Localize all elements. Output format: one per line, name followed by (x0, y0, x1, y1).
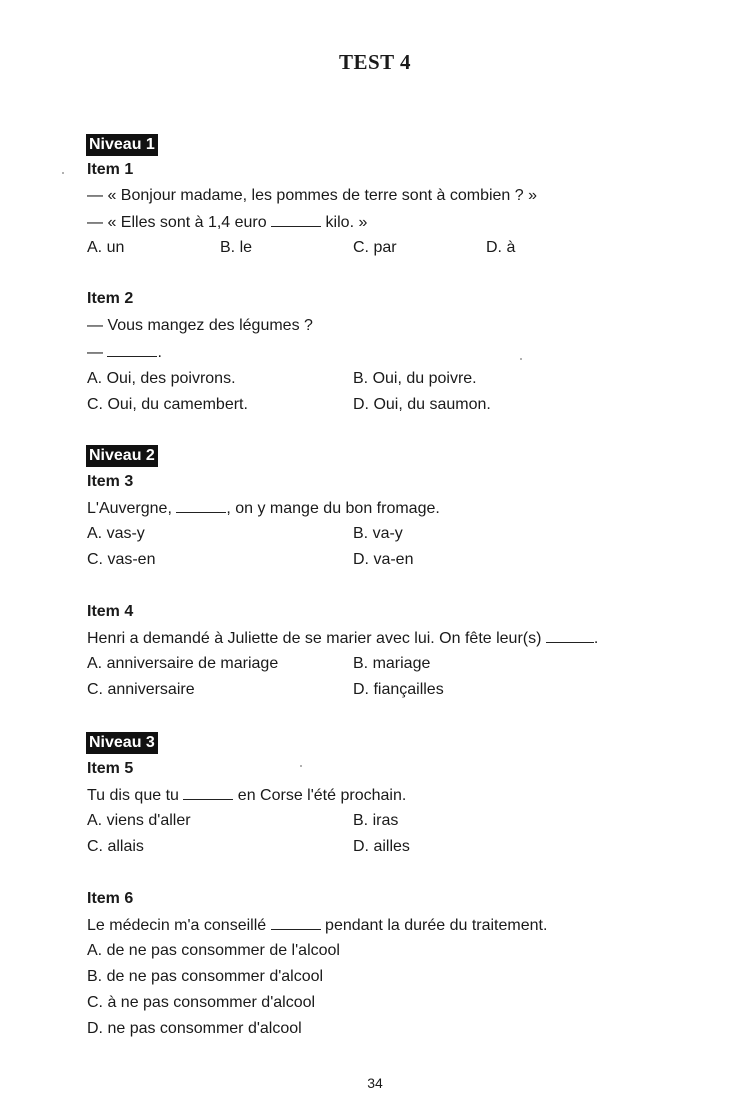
item-1-question-text-after: kilo. » (321, 214, 368, 231)
item-6-question (87, 915, 547, 936)
item-1-question-text-before: — « Elles sont à 1,4 euro (87, 214, 272, 231)
item-2-option-c: C. Oui, du camembert. (87, 396, 248, 413)
item-2-question-text-before: — (87, 344, 108, 361)
item-6-option-d: D. ne pas consommer d'alcool (87, 1020, 302, 1037)
item-1-question-line-2 (87, 212, 367, 233)
item-3-option-b: B. va-y (353, 525, 403, 542)
item-5-question (87, 785, 406, 806)
item-1-option-c: C. par (353, 239, 397, 256)
level-badge-3: Niveau 3 (86, 732, 158, 754)
item-2-blank (107, 342, 157, 357)
item-3-question (87, 498, 440, 519)
item-4-option-d: D. fiançailles (353, 681, 444, 698)
level-badge-1: Niveau 1 (86, 134, 158, 156)
item-1-question-line-1: — « Bonjour madame, les pommes de terre sont à combien ? » (87, 187, 537, 204)
item-2-question-line-2 (87, 342, 162, 363)
item-3-option-c: C. vas-en (87, 551, 156, 568)
item-6-option-b: B. de ne pas consommer d'alcool (87, 968, 324, 985)
item-1-option-b: B. le (220, 239, 253, 256)
item-5-option-a: A. viens d'aller (87, 812, 191, 829)
item-2-option-a: A. Oui, des poivrons. (87, 370, 236, 387)
item-3-question-text-after: , on y mange du bon fromage. (226, 500, 440, 517)
item-1-heading: Item 1 (87, 161, 134, 178)
item-4-question-text-after: . (593, 630, 599, 647)
item-6-question-text-after: pendant la durée du traitement. (320, 917, 548, 934)
item-6-blank (271, 915, 321, 930)
item-3-question-text-before: L'Auvergne, (87, 500, 177, 517)
page-title: TEST 4 (338, 50, 412, 74)
item-5-heading: Item 5 (87, 760, 134, 777)
item-5-option-c: C. allais (87, 838, 144, 855)
item-2-option-d: D. Oui, du saumon. (353, 396, 491, 413)
item-6-heading: Item 6 (87, 890, 134, 907)
item-2-question-line-1: — Vous mangez des légumes ? (87, 317, 313, 334)
scan-speck (62, 172, 64, 174)
item-5-question-text-before: Tu dis que tu (87, 787, 184, 804)
item-3-option-a: A. vas-y (87, 525, 145, 542)
scan-speck (520, 358, 522, 360)
item-3-heading: Item 3 (87, 473, 134, 490)
item-1-option-d: D. à (486, 239, 516, 256)
item-5-option-d: D. ailles (353, 838, 410, 855)
item-2-heading: Item 2 (87, 290, 134, 307)
level-badge-2: Niveau 2 (86, 445, 158, 467)
page-number: 34 (367, 1075, 383, 1091)
item-5-option-b: B. iras (353, 812, 399, 829)
item-3-blank (176, 498, 226, 513)
item-4-heading: Item 4 (87, 603, 134, 620)
item-6-option-c: C. à ne pas consommer d'alcool (87, 994, 316, 1011)
item-4-question-text-before: Henri a demandé à Juliette de se marier avec lui. On fête leur(s) (87, 630, 546, 647)
item-4-option-c: C. anniversaire (87, 681, 195, 698)
item-5-blank (183, 785, 233, 800)
item-2-question-text-after: . (157, 344, 162, 361)
item-6-option-a: A. de ne pas consommer de l'alcool (87, 942, 340, 959)
item-5-question-text-after: en Corse l'été prochain. (233, 787, 407, 804)
item-1-blank (271, 212, 321, 227)
item-4-option-b: B. mariage (353, 655, 431, 672)
item-4-blank (546, 628, 594, 643)
item-2-option-b: B. Oui, du poivre. (353, 370, 477, 387)
item-3-option-d: D. va-en (353, 551, 414, 568)
item-4-question (87, 628, 598, 649)
scan-speck (300, 765, 302, 767)
item-4-option-a: A. anniversaire de mariage (87, 655, 279, 672)
item-6-question-text-before: Le médecin m'a conseillé (87, 917, 271, 934)
item-1-option-a: A. un (87, 239, 125, 256)
